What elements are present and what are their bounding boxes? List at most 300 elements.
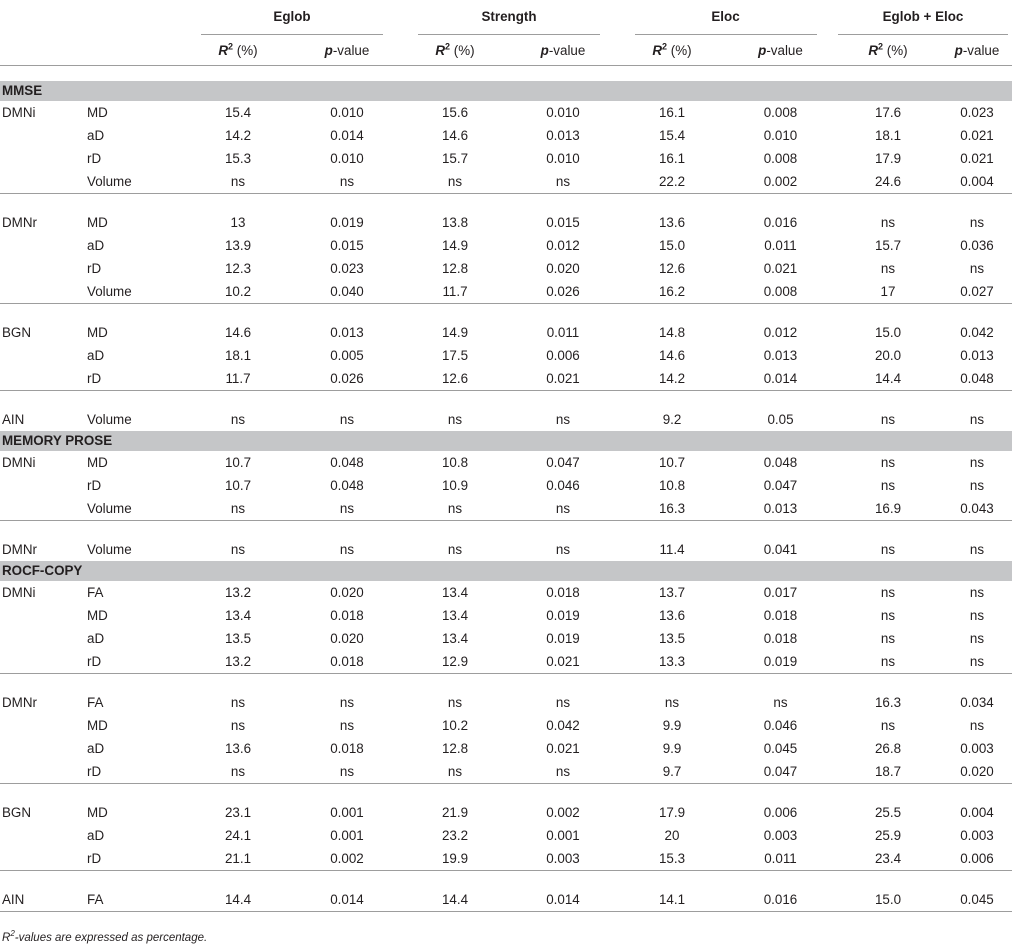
r2-cell: 17.9: [658, 805, 686, 820]
p-value-cell: ns: [969, 215, 985, 230]
table-row: [0, 497, 1012, 521]
p-value-cell: 0.008: [763, 151, 798, 166]
sub-header-row: [0, 35, 1012, 66]
p-value-cell: 0.010: [546, 151, 580, 166]
r2-cell: 12.3: [224, 261, 252, 276]
p-value-cell: ns: [773, 695, 788, 710]
group-header-label: Eglob + Eloc: [838, 0, 1008, 35]
p-value-cell: 0.021: [546, 371, 580, 386]
r2-cell: ns: [230, 501, 246, 516]
p-value-cell: 0.048: [330, 455, 364, 470]
r2-cell: 14.4: [183, 888, 293, 912]
r2-cell: 12.6: [441, 371, 469, 386]
r2-header: [617, 35, 727, 66]
r2-symbol: R: [435, 42, 446, 58]
r2-cell: 13.5: [658, 631, 686, 646]
p-value-cell: 0.045: [942, 888, 1012, 912]
region-cell: [0, 147, 85, 170]
r2-cell: 10.7: [224, 478, 252, 493]
region-cell: [0, 367, 85, 391]
r2-exponent: 2: [662, 41, 668, 52]
region-cell: [0, 257, 85, 280]
region-cell: DMNi: [2, 455, 36, 470]
p-value-cell: 0.010: [330, 105, 364, 120]
p-value-cell: 0.012: [546, 238, 580, 253]
section-title: MMSE: [0, 81, 1012, 101]
measure-cell: FA: [87, 695, 104, 710]
region-cell: BGN: [2, 325, 32, 340]
p-value-cell: ns: [969, 608, 985, 623]
p-value-cell: ns: [555, 764, 571, 779]
block-gap: [0, 391, 1012, 409]
p-value-cell: 0.018: [330, 608, 364, 623]
section-row: [0, 81, 1012, 101]
p-value-cell: ns: [969, 654, 985, 669]
r2-cell: 13.2: [224, 585, 252, 600]
block-gap: [0, 194, 1012, 212]
block-gap: [0, 784, 1012, 802]
r2-cell: 14.6: [658, 348, 686, 363]
p-value-cell: 0.013: [330, 325, 364, 340]
p-symbol: p: [324, 42, 333, 58]
p-value-cell: ns: [969, 412, 985, 427]
region-cell: [0, 234, 85, 257]
p-value-cell: ns: [339, 718, 355, 733]
r2-cell: 24.1: [224, 828, 252, 843]
measure-cell: rD: [87, 371, 102, 386]
p-value-cell: ns: [555, 542, 571, 557]
block-gap: [0, 871, 1012, 889]
r2-cell: 22.2: [658, 174, 686, 189]
r2-cell: ns: [447, 542, 463, 557]
r2-exponent: 2: [878, 41, 884, 52]
block-gap: [0, 521, 1012, 539]
p-symbol: p: [954, 42, 963, 58]
r2-cell: ns: [447, 174, 463, 189]
p-value-cell: 0.013: [960, 348, 994, 363]
p-value-cell: 0.018: [763, 608, 798, 623]
r2-cell: 18.7: [874, 764, 902, 779]
table-row: [0, 211, 1012, 234]
p-value-cell: 0.048: [330, 478, 364, 493]
measure-cell: FA: [85, 888, 183, 912]
r2-cell: 23.2: [441, 828, 469, 843]
region-cell: [0, 604, 85, 627]
r2-cell: 9.9: [662, 718, 682, 733]
r2-cell: 13.7: [658, 585, 686, 600]
r2-unit: (%): [883, 42, 908, 58]
table-row: [0, 257, 1012, 280]
r2-cell: 18.1: [874, 128, 902, 143]
r2-cell: ns: [880, 455, 896, 470]
r2-cell: 14.9: [441, 238, 469, 253]
r2-cell: 13.6: [224, 741, 252, 756]
p-value-cell: 0.040: [330, 284, 364, 299]
r2-cell: ns: [447, 412, 463, 427]
section-row: [0, 431, 1012, 451]
section-title: ROCF-COPY: [0, 561, 1012, 581]
p-value-cell: 0.046: [546, 478, 580, 493]
p-value-cell: 0.047: [763, 764, 798, 779]
p-suffix: -value: [962, 42, 1000, 58]
r2-cell: 20.0: [874, 348, 902, 363]
table-row: [0, 124, 1012, 147]
section-row: [0, 561, 1012, 581]
block-gap: [0, 304, 1012, 322]
measure-cell: Volume: [87, 174, 132, 189]
p-value-cell: ns: [339, 412, 355, 427]
r2-cell: 13.6: [658, 215, 686, 230]
r2-cell: 20: [664, 828, 680, 843]
table-row: [0, 170, 1012, 194]
p-value-cell: ns: [969, 542, 985, 557]
p-value-cell: ns: [969, 261, 985, 276]
p-value-cell: ns: [339, 174, 355, 189]
r2-symbol: R: [218, 42, 229, 58]
r2-cell: 17.6: [874, 105, 902, 120]
r2-cell: ns: [230, 412, 246, 427]
region-cell: [0, 497, 85, 521]
region-cell: [0, 714, 85, 737]
r2-cell: ns: [447, 695, 463, 710]
r2-cell: 10.8: [441, 455, 469, 470]
r2-cell: 14.4: [874, 371, 902, 386]
p-value-cell: 0.010: [330, 151, 364, 166]
group-header: [834, 0, 1012, 35]
r2-cell: 10.2: [224, 284, 252, 299]
p-value-cell: ns: [969, 585, 985, 600]
p-value-cell: 0.019: [763, 654, 798, 669]
r2-cell: 13.3: [658, 654, 686, 669]
p-value-cell: 0.002: [763, 174, 798, 189]
p-value-cell: 0.020: [330, 585, 364, 600]
table-row: [0, 888, 1012, 912]
r2-cell: ns: [880, 585, 896, 600]
r2-cell: 14.8: [658, 325, 686, 340]
r2-cell: 9.9: [662, 741, 682, 756]
r2-cell: 13.4: [224, 608, 252, 623]
measure-cell: Volume: [87, 284, 132, 299]
p-value-cell: 0.021: [763, 261, 798, 276]
region-cell: BGN: [2, 805, 32, 820]
p-value-cell: 0.045: [763, 741, 798, 756]
r2-cell: 13.8: [441, 215, 469, 230]
measure-cell: aD: [87, 631, 105, 646]
r2-cell: 10.2: [441, 718, 469, 733]
table-row: [0, 451, 1012, 474]
r2-cell: 16.9: [874, 501, 902, 516]
table-body: [0, 81, 1012, 912]
p-value-cell: 0.010: [546, 105, 580, 120]
p-value-cell: 0.018: [330, 654, 364, 669]
r2-cell: 16.1: [658, 105, 686, 120]
p-value-cell: 0.001: [330, 828, 364, 843]
r2-cell: 15.0: [834, 888, 942, 912]
p-value-cell: 0.027: [960, 284, 994, 299]
r2-cell: 17.5: [441, 348, 469, 363]
r2-cell: 15.0: [874, 325, 902, 340]
table-row: [0, 280, 1012, 304]
p-value-cell: 0.011: [764, 238, 797, 253]
r2-unit: (%): [667, 42, 692, 58]
p-value-cell: 0.047: [763, 478, 798, 493]
p-suffix: -value: [766, 42, 803, 58]
p-value-cell: 0.003: [546, 851, 580, 866]
p-value-cell: 0.003: [763, 828, 798, 843]
p-value-cell: 0.021: [960, 151, 994, 166]
r2-symbol: R: [652, 42, 663, 58]
p-value-cell: 0.026: [330, 371, 364, 386]
p-value-cell: 0.013: [546, 128, 580, 143]
p-value-cell: 0.019: [546, 608, 580, 623]
r2-cell: 17.9: [874, 151, 902, 166]
region-cell: [0, 824, 85, 847]
p-value-cell: 0.018: [330, 741, 364, 756]
r2-cell: ns: [880, 608, 896, 623]
r2-cell: 15.4: [224, 105, 252, 120]
group-header-label: Eglob: [201, 0, 383, 35]
r2-cell: ns: [230, 542, 246, 557]
r2-cell: 15.0: [658, 238, 686, 253]
r2-cell: ns: [880, 542, 896, 557]
measure-cell: rD: [87, 261, 102, 276]
measure-cell: MD: [87, 805, 108, 820]
p-value-cell: ns: [555, 501, 571, 516]
p-value-cell: 0.014: [293, 888, 401, 912]
region-cell: [0, 847, 85, 871]
p-suffix: -value: [548, 42, 586, 58]
r2-cell: 14.6: [441, 128, 469, 143]
r2-header: [834, 35, 942, 66]
p-value-cell: 0.047: [546, 455, 580, 470]
region-cell: AIN: [0, 888, 85, 912]
p-value-header: [942, 35, 1012, 66]
p-value-cell: 0.014: [763, 371, 798, 386]
p-value-cell: 0.006: [763, 805, 798, 820]
p-value-cell: 0.021: [960, 128, 994, 143]
p-value-cell: ns: [339, 542, 355, 557]
table-row: [0, 760, 1012, 784]
measure-cell: Volume: [87, 412, 132, 427]
r2-cell: ns: [664, 695, 680, 710]
measure-cell: MD: [87, 455, 108, 470]
measure-cell: Volume: [87, 542, 132, 557]
p-value-cell: 0.046: [763, 718, 798, 733]
p-value-cell: 0.016: [727, 888, 834, 912]
table-row: [0, 650, 1012, 674]
p-value-cell: 0.005: [330, 348, 364, 363]
p-value-cell: ns: [339, 501, 355, 516]
measure-cell: MD: [87, 215, 108, 230]
r2-cell: 14.2: [658, 371, 686, 386]
r2-unit: (%): [450, 42, 475, 58]
measure-cell: rD: [87, 851, 102, 866]
region-cell: [0, 474, 85, 497]
table-row: [0, 474, 1012, 497]
p-value-cell: 0.006: [960, 851, 994, 866]
measure-cell: rD: [87, 478, 102, 493]
r2-cell: 13.4: [441, 631, 469, 646]
r2-cell: 15.3: [658, 851, 686, 866]
p-value-cell: ns: [555, 695, 571, 710]
r2-cell: ns: [880, 478, 896, 493]
table-row: [0, 737, 1012, 760]
r2-cell: 13.2: [224, 654, 252, 669]
footnote-sup: 2: [10, 929, 15, 938]
measure-cell: rD: [87, 654, 102, 669]
p-value-cell: 0.013: [763, 501, 798, 516]
measure-cell: aD: [87, 828, 105, 843]
p-value-cell: 0.012: [763, 325, 798, 340]
p-symbol: p: [540, 42, 549, 58]
r2-cell: 10.7: [658, 455, 686, 470]
r2-exponent: 2: [228, 41, 234, 52]
r2-exponent: 2: [445, 41, 451, 52]
r2-cell: ns: [880, 718, 896, 733]
r2-cell: 17: [880, 284, 896, 299]
r2-cell: 19.9: [441, 851, 469, 866]
measure-cell: MD: [87, 325, 108, 340]
table-row: [0, 101, 1012, 124]
table-row: [0, 801, 1012, 824]
table-row: [0, 847, 1012, 871]
p-value-cell: 0.021: [546, 741, 580, 756]
r2-unit: (%): [233, 42, 258, 58]
p-value-cell: 0.036: [960, 238, 994, 253]
p-value-cell: 0.014: [330, 128, 364, 143]
region-cell: [0, 737, 85, 760]
group-header-label: Strength: [418, 0, 600, 35]
r2-cell: 14.6: [224, 325, 252, 340]
p-value-cell: 0.048: [763, 455, 798, 470]
r2-cell: 15.7: [874, 238, 902, 253]
r2-cell: 26.8: [874, 741, 902, 756]
r2-cell: ns: [447, 501, 463, 516]
r2-cell: 15.4: [658, 128, 686, 143]
table-row: [0, 604, 1012, 627]
p-value-cell: 0.05: [767, 412, 794, 427]
r2-cell: 14.9: [441, 325, 469, 340]
measure-cell: MD: [87, 718, 108, 733]
p-value-cell: 0.014: [509, 888, 617, 912]
p-value-cell: 0.042: [546, 718, 580, 733]
table-row: [0, 538, 1012, 561]
measure-cell: FA: [87, 585, 104, 600]
measure-cell: aD: [87, 348, 105, 363]
r2-cell: 21.1: [224, 851, 252, 866]
region-cell: [0, 627, 85, 650]
r2-cell: 25.9: [874, 828, 902, 843]
r2-cell: 15.3: [224, 151, 252, 166]
p-value-cell: ns: [555, 174, 571, 189]
p-value-cell: 0.011: [546, 325, 580, 340]
p-value-cell: 0.008: [763, 284, 798, 299]
p-value-cell: 0.015: [546, 215, 580, 230]
measure-cell: aD: [87, 238, 105, 253]
p-value-cell: ns: [969, 478, 985, 493]
measure-cell: MD: [87, 608, 108, 623]
p-value-cell: 0.003: [960, 741, 994, 756]
p-value-cell: 0.023: [960, 105, 994, 120]
r2-symbol: R: [868, 42, 879, 58]
r2-cell: 9.7: [662, 764, 682, 779]
table-row: [0, 344, 1012, 367]
measure-cell: aD: [87, 128, 105, 143]
p-value-cell: 0.006: [546, 348, 580, 363]
footnote: [2, 929, 207, 944]
p-value-cell: 0.011: [764, 851, 797, 866]
r2-header: [183, 35, 293, 66]
p-value-cell: 0.021: [546, 654, 580, 669]
r2-cell: 15.6: [441, 105, 469, 120]
r2-cell: 16.2: [658, 284, 686, 299]
region-cell: DMNi: [2, 585, 36, 600]
r2-cell: 14.1: [617, 888, 727, 912]
p-value-cell: 0.002: [546, 805, 580, 820]
table-row: [0, 234, 1012, 257]
region-cell: DMNr: [2, 215, 37, 230]
r2-cell: 13.9: [224, 238, 252, 253]
p-value-cell: 0.003: [960, 828, 994, 843]
p-value-cell: 0.017: [763, 585, 798, 600]
r2-cell: 18.1: [224, 348, 252, 363]
p-value-cell: 0.018: [763, 631, 798, 646]
r2-cell: 12.9: [441, 654, 469, 669]
r2-cell: 13.4: [441, 585, 469, 600]
r2-cell: 14.4: [401, 888, 509, 912]
p-value-cell: ns: [969, 718, 985, 733]
r2-cell: ns: [447, 764, 463, 779]
r2-cell: 15.7: [441, 151, 469, 166]
r2-cell: 11.4: [659, 542, 685, 557]
p-value-header: [727, 35, 834, 66]
r2-cell: ns: [880, 654, 896, 669]
p-value-cell: 0.013: [763, 348, 798, 363]
r2-cell: 25.5: [874, 805, 902, 820]
section-title: MEMORY PROSE: [0, 431, 1012, 451]
p-value-cell: 0.004: [960, 805, 994, 820]
region-cell: DMNr: [2, 695, 37, 710]
group-header-label: Eloc: [635, 0, 817, 35]
p-value-cell: ns: [969, 455, 985, 470]
r2-cell: ns: [880, 215, 896, 230]
r2-cell: 12.8: [441, 741, 469, 756]
p-value-cell: 0.020: [546, 261, 580, 276]
p-value-cell: 0.015: [330, 238, 364, 253]
r2-cell: 23.4: [874, 851, 902, 866]
r2-cell: 16.1: [658, 151, 686, 166]
p-value-cell: 0.016: [763, 215, 798, 230]
measure-cell: aD: [87, 741, 105, 756]
r2-cell: 24.6: [874, 174, 902, 189]
r2-cell: 10.7: [224, 455, 252, 470]
r2-cell: 13: [230, 215, 246, 230]
p-value-cell: 0.010: [763, 128, 798, 143]
r2-header: [401, 35, 509, 66]
r2-cell: 14.2: [224, 128, 252, 143]
r2-cell: ns: [230, 764, 246, 779]
r2-cell: 13.4: [441, 608, 469, 623]
p-value-cell: 0.041: [763, 542, 798, 557]
r2-cell: ns: [230, 174, 246, 189]
p-value-cell: 0.034: [960, 695, 994, 710]
measure-cell: MD: [87, 105, 108, 120]
p-value-cell: ns: [555, 412, 571, 427]
p-suffix: -value: [332, 42, 370, 58]
r2-cell: 11.7: [442, 284, 468, 299]
r2-cell: 10.8: [658, 478, 686, 493]
p-value-cell: 0.048: [960, 371, 994, 386]
